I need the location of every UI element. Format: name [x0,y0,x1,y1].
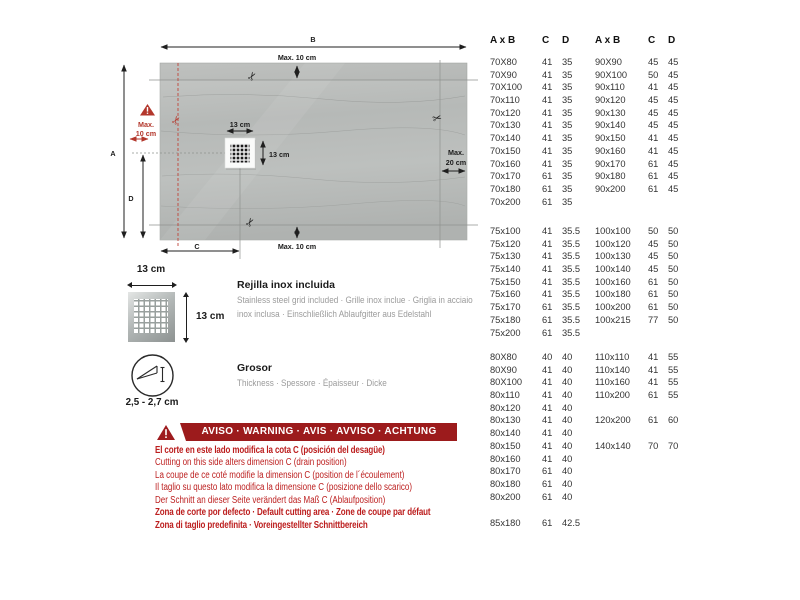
size-axb: 90x110 [595,82,625,93]
size-c: 41 [542,364,553,375]
max-right-label-2: 20 cm [445,158,467,167]
size-row [490,402,692,415]
dim-b-label: B [310,35,316,44]
warning-header-bar [155,423,457,441]
size-table-block [490,517,692,530]
size-d [668,491,692,504]
size-row [490,94,692,107]
size-c: 61 [542,327,553,338]
size-c: 41 [542,82,553,93]
shower-tray-diagram [0,0,490,262]
size-row [490,517,692,530]
size-axb: 100x140 [595,264,631,275]
size-c: 41 [648,364,659,375]
size-axb: 80x140 [490,428,521,439]
size-d: 40 [562,491,573,502]
size-table-header-cell: A x B [490,35,516,46]
size-c: 40 [542,352,553,362]
size-d: 55 [668,352,679,362]
size-d: 45 [668,107,679,118]
size-axb: 90x170 [595,158,626,169]
grid-section-title: Rejilla inox incluida [237,279,336,291]
size-row [490,427,692,440]
size-c [648,465,668,478]
size-table-header-cell: A x B [595,35,621,46]
size-row [490,119,692,132]
size-c: 45 [648,264,659,275]
size-d [668,402,692,415]
size-axb: 100x215 [595,314,631,325]
size-row [490,183,692,196]
size-d: 35 [562,158,573,169]
size-d: 50 [668,289,679,300]
size-d: 50 [668,302,679,313]
size-d: 35 [562,133,573,144]
warning-triangle-icon [140,104,155,116]
size-d: 40 [562,402,573,413]
size-d: 45 [668,145,679,156]
size-row [490,158,692,171]
size-c: 41 [542,390,553,401]
size-axb: 80x170 [490,466,521,477]
size-axb: 70x130 [490,120,521,131]
size-c: 41 [542,107,553,118]
size-c: 41 [542,276,553,287]
size-axb [595,327,648,340]
size-axb: 90x140 [595,120,626,131]
size-axb [595,465,648,478]
grid-side-label: 13 cm [196,311,225,322]
size-row [490,414,692,427]
scissors-icon-red: ✂ [168,113,185,128]
size-axb: 80x160 [490,453,521,464]
warning-line: Der Schnitt an dieser Seite verändert das Maß C (Ablaufposition) [155,494,386,506]
size-row [490,170,692,183]
size-d: 40 [562,453,573,464]
size-axb: 85x180 [490,518,521,528]
size-axb: 75x170 [490,302,521,313]
size-d [668,517,692,530]
size-axb: 90X100 [595,69,628,80]
size-c: 61 [542,466,553,477]
grid-section-subtitle: Stainless steel grid included · Grille inox inclue · Griglia in acciaio inox inclusa · Einschließlich Ablaufgitter aus Edelstahl [237,295,473,320]
size-c: 41 [542,69,553,80]
thickness-subtitle: Thickness · Spessore · Épaisseur · Dicke [237,378,387,389]
size-axb: 80x150 [490,440,521,451]
size-d [668,327,692,340]
thickness-icon [130,353,175,398]
size-c: 61 [542,314,553,325]
size-d: 45 [668,120,679,131]
size-c: 41 [542,238,553,249]
size-table-block [490,225,692,339]
size-d: 40 [562,440,573,451]
size-axb: 70x180 [490,183,521,194]
size-axb: 110x140 [595,364,630,375]
size-d: 35 [562,69,573,80]
size-d: 35.5 [562,276,581,287]
size-d: 45 [668,57,679,67]
size-axb: 80x180 [490,478,521,489]
size-axb [595,517,648,530]
size-row [490,440,692,453]
size-c: 50 [648,226,659,236]
size-c: 41 [542,95,553,106]
size-d [668,465,692,478]
size-d: 35 [562,196,573,207]
dim-a-label: A [110,149,116,158]
size-d: 35 [562,120,573,131]
size-axb: 75x140 [490,264,521,275]
size-c [648,402,668,415]
size-axb: 80x130 [490,415,521,426]
size-table-header [490,34,692,48]
size-c: 61 [542,491,553,502]
size-row [490,288,692,301]
size-c: 41 [542,226,553,236]
size-d: 35 [562,171,573,182]
size-table-header-cell: D [668,35,676,46]
warning-line: Cutting on this side alters dimension C (drain position) [155,457,347,469]
size-axb: 90x130 [595,107,626,118]
size-row [490,69,692,82]
size-row [490,263,692,276]
size-c: 61 [648,289,659,300]
size-row [490,145,692,158]
size-d: 45 [668,82,679,93]
size-axb [595,478,648,491]
drain-height-label: 13 cm [269,150,290,159]
size-c: 41 [648,133,659,144]
size-axb: 90X90 [595,57,622,67]
size-d: 45 [668,183,679,194]
size-c: 41 [542,145,553,156]
size-d: 35 [562,57,573,67]
warning-line: Il taglio su questo lato modifica la dimensione C (posizione dello scarico) [155,482,413,494]
size-axb: 70X100 [490,82,523,93]
dim-d-label: D [128,194,134,203]
size-table [490,34,705,554]
size-d [668,427,692,440]
warning-triangle-icon [157,425,175,440]
size-axb: 120x200 [595,415,631,426]
size-c: 41 [542,57,553,67]
size-c: 41 [648,377,659,388]
size-d [668,453,692,466]
size-axb: 70x110 [490,95,520,106]
size-c: 61 [542,302,553,313]
size-c: 41 [542,453,553,464]
warning-box [155,423,457,532]
size-c: 61 [648,158,659,169]
size-c: 45 [648,120,659,131]
size-axb: 75x130 [490,251,521,262]
size-axb: 90x160 [595,145,626,156]
size-axb: 70x200 [490,196,521,207]
size-table-header-cell: C [542,35,550,46]
size-c: 41 [542,158,553,169]
size-c: 41 [542,377,553,388]
size-axb: 75x160 [490,289,521,300]
size-row [490,250,692,263]
size-table-block [490,56,692,208]
size-c: 61 [648,390,659,401]
size-c: 61 [648,415,659,426]
drain-grid-icon [128,292,175,342]
size-c: 45 [648,107,659,118]
size-d: 35 [562,95,573,106]
size-row [490,225,692,238]
scissors-icon: ✂ [244,69,261,84]
size-d: 35.5 [562,251,581,262]
warning-line: Zona di taglio predefinita · Voreingestellter Schnittbereich [155,519,368,531]
size-d: 40 [562,415,573,426]
size-d: 40 [562,466,573,477]
size-axb: 100x180 [595,289,631,300]
size-row [490,238,692,251]
warning-line: La coupe de ce coté modifie la dimension C (position de l´écoulement) [155,469,405,481]
size-d: 45 [668,133,679,144]
size-c [648,327,668,340]
size-c: 45 [648,57,659,67]
size-axb [595,196,648,209]
size-c: 41 [542,289,553,300]
size-d: 35 [562,145,573,156]
size-axb: 70X80 [490,57,517,67]
size-c [648,491,668,504]
dim-c-label: C [194,242,200,251]
size-row [490,389,692,402]
size-d: 35 [562,107,573,118]
size-c: 61 [648,183,659,194]
size-d: 50 [668,314,679,325]
size-row [490,376,692,389]
size-axb: 80X100 [490,377,523,388]
warning-line: El corte en este lado modifica la cota C (posición del desagüe) [155,445,385,456]
size-axb: 140x140 [595,440,631,451]
size-table-header-cell: D [562,35,570,46]
size-axb: 90x200 [595,183,626,194]
drain-width-label: 13 cm [229,120,251,129]
size-c: 61 [542,196,553,207]
size-c: 41 [542,133,553,144]
scissors-icon: ✂ [242,215,259,230]
size-d: 45 [668,171,679,182]
size-axb: 70x120 [490,107,521,118]
warning-header-text: AVISO · WARNING · AVIS · AVVISO · ACHTUNG [201,426,437,437]
size-d: 70 [668,440,679,451]
size-d: 40 [562,478,573,489]
size-axb: 70x140 [490,133,521,144]
size-row [490,314,692,327]
tray-body [160,63,467,240]
size-d: 40 [562,377,573,388]
size-c: 41 [542,415,553,426]
size-row [490,132,692,145]
size-d: 50 [668,276,679,287]
drain-grid [225,138,256,170]
size-c: 61 [542,478,553,489]
size-axb [595,402,648,415]
scissors-icon: ✂ [430,111,444,126]
size-d: 35.5 [562,314,581,325]
size-axb: 100x200 [595,302,631,313]
size-c [648,196,668,209]
size-table-block [490,351,692,503]
size-c [648,478,668,491]
size-c [648,453,668,466]
size-axb: 90x150 [595,133,626,144]
thickness-title: Grosor [237,362,273,374]
size-d: 35.5 [562,302,581,313]
grid-width-arrow [132,285,172,286]
size-axb [595,427,648,440]
size-axb: 80x120 [490,402,521,413]
size-row [490,364,692,377]
size-axb: 70x150 [490,145,521,156]
size-axb: 100x160 [595,276,631,287]
size-axb: 75x120 [490,238,521,249]
size-c: 70 [648,440,659,451]
size-row [490,301,692,314]
max-left-label-1: Max. [138,120,154,129]
size-d: 35.5 [562,264,581,275]
size-row [490,491,692,504]
size-axb: 100x120 [595,238,631,249]
size-row [490,453,692,466]
size-d: 40 [562,428,573,439]
size-d [668,478,692,491]
size-c: 61 [648,276,659,287]
size-d: 50 [668,238,679,249]
warning-line: Zona de corte por defecto · Default cutting area · Zone de coupe par défaut [155,507,431,519]
size-d: 35 [562,82,573,93]
size-d: 35.5 [562,289,581,300]
size-d: 35 [562,183,573,194]
size-d: 35.5 [562,226,581,236]
size-axb: 110x110 [595,352,630,362]
size-c: 61 [542,171,553,182]
size-d: 40 [562,352,573,362]
size-axb: 80X80 [490,352,517,362]
warning-lines [155,445,457,532]
size-c: 41 [648,145,659,156]
size-row [490,81,692,94]
size-axb: 75x180 [490,314,521,325]
size-d: 55 [668,364,679,375]
size-d: 40 [562,364,573,375]
size-d: 50 [668,251,679,262]
size-c: 41 [542,251,553,262]
size-d: 50 [668,264,679,275]
size-axb: 90x180 [595,171,626,182]
size-row [490,478,692,491]
max-left-label-2: 10 cm [135,129,157,138]
size-axb: 110x160 [595,377,630,388]
size-d: 40 [562,390,573,401]
size-c: 41 [542,120,553,131]
size-axb: 70x170 [490,171,521,182]
max-right-label-1: Max. [448,148,464,157]
grid-height-arrow [186,297,187,338]
size-c: 61 [648,171,659,182]
size-c [648,517,668,530]
size-axb: 110x200 [595,390,630,401]
size-c: 61 [648,302,659,313]
size-d: 45 [668,69,679,80]
size-c: 61 [542,183,553,194]
size-c: 41 [542,428,553,439]
size-d: 35.5 [562,327,581,338]
size-c: 41 [542,440,553,451]
size-axb: 80x200 [490,491,521,502]
size-d: 45 [668,95,679,106]
size-axb: 90x120 [595,95,626,106]
thickness-range: 2,5 - 2,7 cm [125,397,179,408]
size-d: 55 [668,390,679,401]
size-d: 45 [668,158,679,169]
size-axb: 80x110 [490,390,520,401]
size-axb [595,491,648,504]
size-axb: 70X90 [490,69,517,80]
size-axb: 70x160 [490,158,521,169]
size-row [490,327,692,340]
size-d: 35.5 [562,238,581,249]
size-axb: 100x130 [595,251,631,262]
size-row [490,465,692,478]
size-row [490,276,692,289]
size-axb [595,453,648,466]
size-c [648,427,668,440]
size-row [490,107,692,120]
size-d: 55 [668,377,679,388]
size-table-header-cell: C [648,35,656,46]
size-axb: 75x200 [490,327,521,338]
size-c: 41 [542,264,553,275]
grid-width-label: 13 cm [136,264,166,275]
size-d: 60 [668,415,679,426]
max-top-label: Max. 10 cm [277,53,317,62]
size-c: 61 [542,518,553,528]
size-c: 45 [648,238,659,249]
size-c: 41 [648,352,659,362]
size-d: 50 [668,226,679,236]
size-row [490,351,692,364]
size-c: 77 [648,314,659,325]
size-row [490,56,692,69]
max-bottom-label: Max. 10 cm [277,242,317,251]
size-d: 42.5 [562,518,581,528]
size-row [490,196,692,209]
size-d [668,196,692,209]
size-axb: 80X90 [490,364,517,375]
size-c: 41 [648,82,659,93]
size-c: 41 [542,402,553,413]
size-c: 50 [648,69,659,80]
size-c: 45 [648,251,659,262]
size-c: 45 [648,95,659,106]
size-axb: 75x100 [490,226,521,236]
size-axb: 75x150 [490,276,521,287]
size-axb: 100x100 [595,226,631,236]
